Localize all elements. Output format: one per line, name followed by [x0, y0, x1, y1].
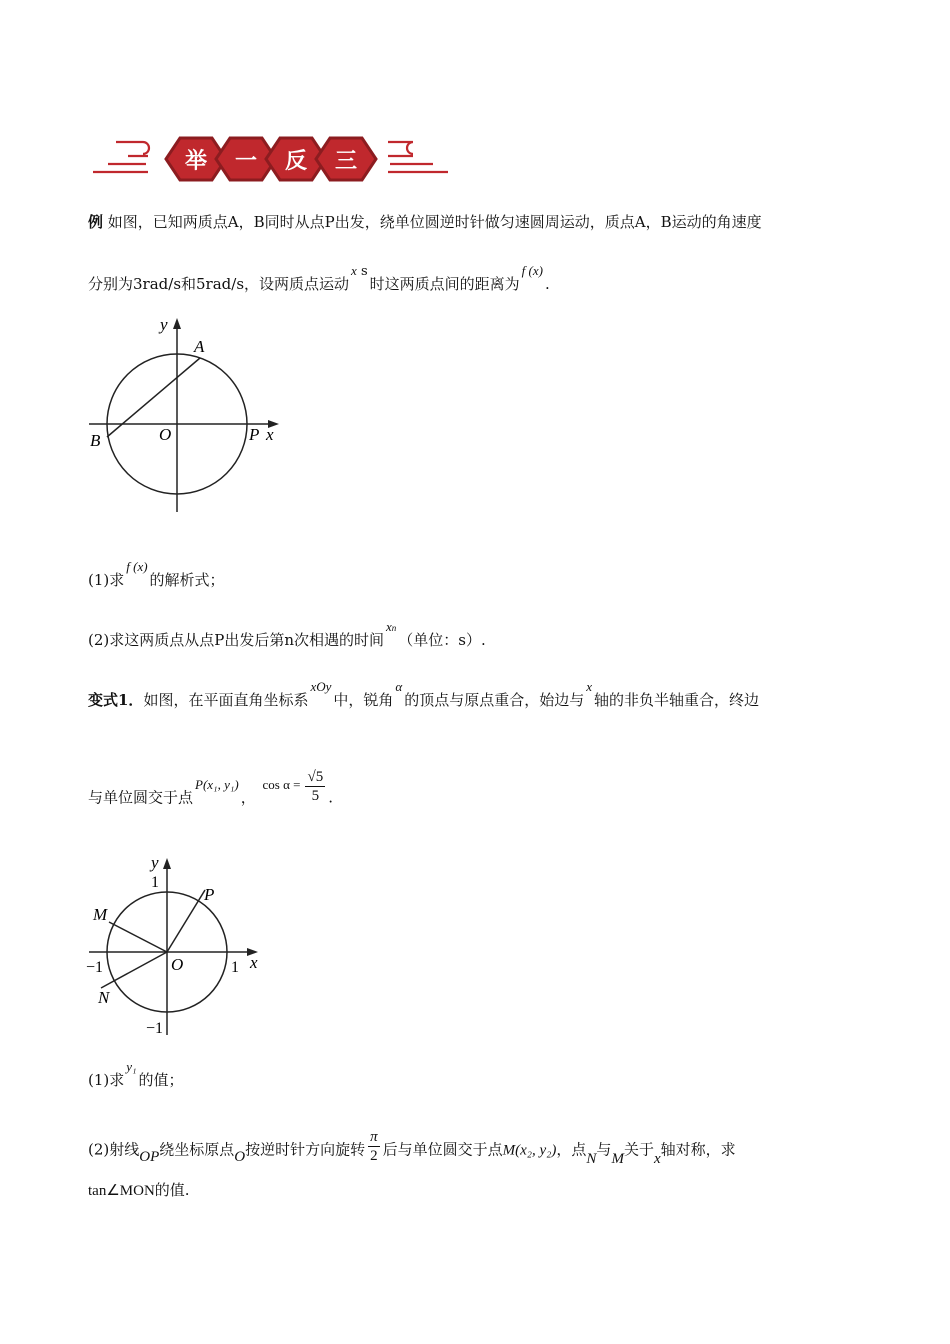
variant-label: 变式1．	[88, 691, 144, 709]
variant-text-1d: 轴的非负半轴重合，终边	[594, 691, 760, 709]
q2-end: 的值.	[154, 1181, 190, 1199]
point-p: P(x₁, y₁)	[195, 776, 239, 792]
banner-char-4: 三	[334, 148, 358, 173]
q1-prefix: (1)求	[88, 571, 125, 589]
example-text-2b: 时这两质点间的距离为	[369, 275, 520, 293]
var-x: x	[351, 263, 357, 278]
example-label: 例	[88, 213, 104, 231]
label-A: A	[194, 337, 205, 356]
q2-text-b: 绕坐标原点	[159, 1140, 235, 1159]
variant-line-2	[88, 769, 333, 817]
variant-q2-cont	[88, 1180, 190, 1201]
point-m: M	[611, 1150, 624, 1167]
variant-text-1c: 的顶点与原点重合，始边与	[404, 691, 585, 709]
label-x: x	[266, 425, 274, 444]
subscript-n: n	[391, 623, 397, 633]
cos-alpha: cos α =	[262, 776, 301, 792]
example-q1	[88, 559, 225, 591]
label-x2: x	[250, 953, 258, 972]
q2-text-h: 轴对称，求	[660, 1140, 736, 1159]
label-B: B	[90, 431, 101, 450]
var-alpha: α	[395, 679, 403, 694]
var-x: x	[653, 1150, 661, 1167]
comma: ，	[240, 788, 256, 807]
figure-circle-ab	[84, 312, 284, 517]
label-M: M	[93, 905, 108, 924]
var-y1: y₁	[126, 1059, 137, 1074]
label-one-right: 1	[231, 959, 239, 976]
ray-op: OP	[139, 1148, 160, 1165]
q2-text-a: (2)射线	[88, 1140, 140, 1159]
label-one-top: 1	[151, 874, 159, 891]
frac-den: 5	[311, 788, 320, 804]
example-text-2a: 分别为3rad/s和5rad/s，设两质点运动	[88, 275, 350, 293]
frac-2: 2	[370, 1148, 378, 1164]
label-neg-one-left: −1	[86, 959, 104, 976]
banner-left-ornament	[93, 142, 149, 172]
point-n: N	[586, 1150, 597, 1167]
period: .	[328, 788, 333, 807]
q2-text-g: 关于	[623, 1140, 654, 1159]
q1-suffix: 的值；	[138, 1071, 184, 1089]
q2-prefix: (2)求这两质点从点P出发后第n次相遇的时间	[88, 631, 385, 649]
q1-prefix: (1)求	[88, 1071, 125, 1089]
example-line-2	[88, 263, 550, 296]
frac-pi: π	[370, 1129, 378, 1145]
banner-char-2: 一	[234, 148, 258, 173]
banner-right-ornament	[388, 142, 448, 172]
q2-text-c: 按逆时针方向旋转	[245, 1140, 366, 1159]
q2-suffix: （单位：s）.	[398, 631, 486, 649]
var-x: x	[386, 619, 392, 634]
example-text-1: 如图，已知两质点A，B同时从点P出发，绕单位圆逆时针做匀速圆周运动，质点A，B运动的角速度	[107, 213, 762, 231]
label-y2: y	[151, 853, 159, 872]
var-x: x	[586, 679, 593, 694]
example-q2	[88, 619, 486, 652]
variant-q2	[88, 1129, 736, 1169]
variant-text-2a: 与单位圆交于点	[88, 788, 194, 807]
variant-text-1b: 中，锐角	[333, 691, 394, 709]
example-line-1	[88, 212, 762, 232]
label-y: y	[160, 315, 168, 334]
period: .	[544, 275, 550, 293]
q2-text-e: ，点	[556, 1140, 587, 1159]
point-m: M(x₂, y₂)	[502, 1142, 557, 1159]
frac-num: √5	[307, 769, 324, 785]
unit-s: s	[360, 264, 368, 279]
q1-suffix: 的解析式；	[149, 571, 225, 589]
func-fx: f (x)	[521, 263, 543, 278]
banner-char-1: 举	[184, 148, 208, 173]
variant-text-1a: 如图，在平面直角坐标系	[143, 691, 309, 709]
q2-text-d: 后与单位圆交于点	[382, 1140, 503, 1159]
label-O2: O	[171, 955, 184, 974]
tan-mon: tan∠MON	[88, 1183, 155, 1199]
variant-line-1	[88, 679, 760, 711]
label-N: N	[98, 988, 110, 1007]
label-O: O	[159, 425, 172, 444]
section-banner	[88, 128, 458, 190]
label-neg-one-bottom: −1	[146, 1020, 164, 1037]
label-P2: P	[204, 885, 215, 904]
point-o: O	[234, 1148, 246, 1165]
variant-q1	[88, 1059, 184, 1091]
banner-char-3: 反	[284, 148, 308, 173]
q2-text-f: 与	[596, 1140, 612, 1159]
label-P: P	[249, 425, 260, 444]
figure-circle-mnp	[84, 850, 274, 1040]
func-fx: f (x)	[126, 559, 148, 574]
var-xoy: xOy	[310, 679, 332, 694]
